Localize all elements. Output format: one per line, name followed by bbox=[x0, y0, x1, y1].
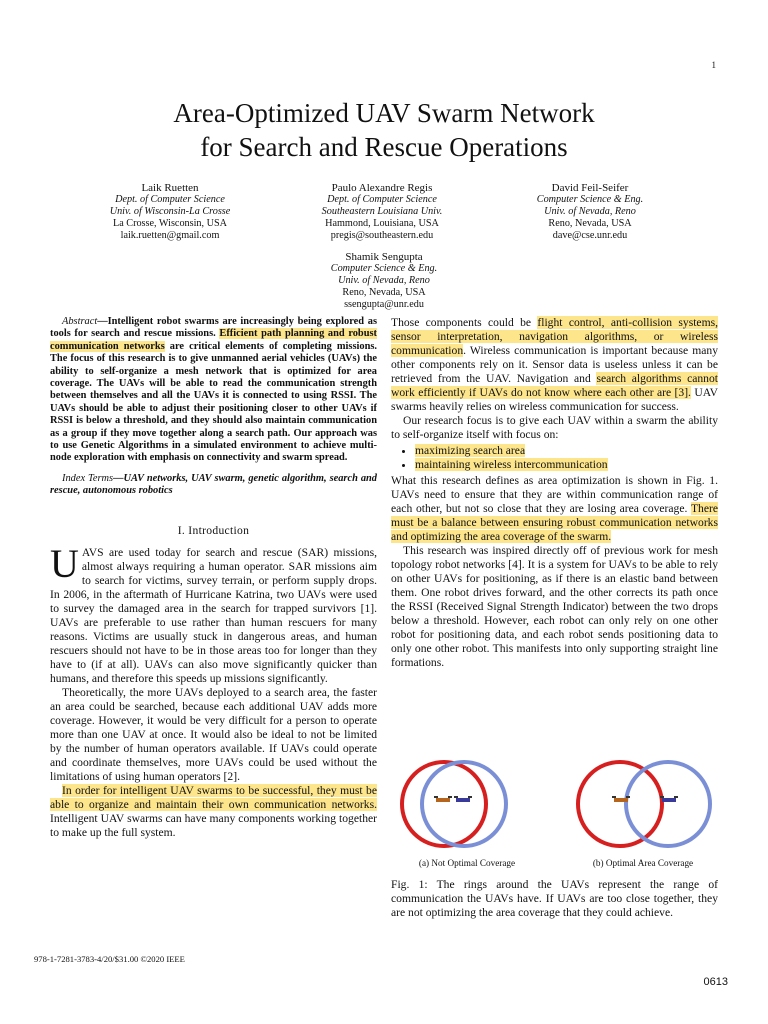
right-column bbox=[391, 316, 718, 670]
red-range-ring bbox=[578, 762, 662, 846]
highlight: flight control, anti-collision systems, sensor interpretation, navigation algorithms, or wireless communication bbox=[391, 316, 718, 357]
right-paragraph-3: What this research defines as area optimization is shown in Fig. 1. UAVs need to ensure that they are within communication range of each other, but not so close that they are losing area coverage. There must be a balance between ensuring robust communication networks and optimizing the area coverage of the swarm. bbox=[391, 474, 718, 543]
author-univ: Univ. of Nevada, Reno bbox=[544, 206, 636, 217]
uav-icon bbox=[612, 796, 630, 802]
author-dept: Computer Science & Eng. bbox=[536, 194, 644, 205]
section-heading-introduction: I. Introduction bbox=[177, 523, 250, 537]
title-line-1: Area-Optimized UAV Swarm Network bbox=[173, 98, 595, 128]
author-location: Reno, Nevada, USA bbox=[548, 218, 632, 229]
figure-1-graphic bbox=[392, 756, 718, 856]
highlight: Efficient path planning and robust communication networks bbox=[50, 328, 377, 352]
intro-paragraph-1: UAVS are used today for search and rescue (SAR) missions, almost always requiring a human operator. SAR missions aim to search for victims, survey terrain, or perform supply drops. In 2006, in the aftermath of Hurricane Katrina, two UAVs were used to survey the damaged area in the search for trapped survivors [1]. UAVs are preferable to use rather than human rescuers for many reasons. Victims are usually stuck in dangerous areas, and human rescuers should not have to be in those areas too for longer than they have to (if at all). UAVs can also move significantly quicker than humans, and therefore this speeds up missions significantly. bbox=[50, 540, 377, 685]
footer-copyright: 978-1-7281-3783-4/20/$31.00 ©2020 IEEE bbox=[34, 954, 185, 964]
right-paragraph-1: Those components could be flight control, anti-collision systems, sensor interpretation, navigation algorithms, or wireless communication. Wireless communication is important because many other components rely on it. Sensor data is useless unless it can be retrieved from the UAV. Navigation and search algorithms cannot work efficiently if UAVs do not know where each other are [3]. UAV swarms heavily relies on wireless communication for success. bbox=[391, 316, 718, 413]
author-email: pregis@southeastern.edu bbox=[330, 230, 434, 241]
blue-range-ring bbox=[422, 762, 506, 846]
author-univ: Southeastern Louisiana Univ. bbox=[321, 206, 443, 217]
right-paragraph-4: This research was inspired directly off of previous work for mesh topology robot networks [4]. It is a system for UAVs to be able to rely on other UAVs for positioning, as if there is an elastic band between them. One robot drives forward, and the other corrects its path once the RSSI (Received Signal Strength Indicator) between the two drops below a threshold. However, each robot can only rely on one other robot for positioning data, and each robot sends positioning data to only one other robot. This manifests into only supporting straight line formations. bbox=[391, 544, 718, 669]
author-location: Reno, Nevada, USA bbox=[342, 287, 426, 298]
figure-1-caption: Fig. 1: The rings around the UAVs represent the range of communication the UAVs have. If UAVs are too close together, they are not optimizing the area coverage that they could achieve. bbox=[391, 878, 718, 919]
red-range-ring bbox=[402, 762, 486, 846]
uav-icon bbox=[434, 796, 452, 802]
title-line-2: for Search and Rescue Operations bbox=[200, 132, 568, 162]
author-4 bbox=[294, 251, 474, 311]
author-dept: Dept. of Computer Science bbox=[327, 194, 437, 205]
abstract: Abstract—Intelligent robot swarms are increasingly being explored as tools for search and rescue missions. Efficient path planning and robust communication networks are critical elements of completing missions. The focus of this research is to give unmanned aerial vehicles (UAVs) the ability to self-organize a mesh network that is optimized for area coverage. The UAVs will be able to read the communication strength between themselves and all the UAVs it is connected to using RSSI. The UAVs should be able to adjust their positioning closer to other UAVs if RSSI is below a threshold, and they should also maintain communication as a group if they move together along a search path. Our approach was to use Genetic Algorithms in a simulated environment to achieve multi-node exploration with emphasis on connectivity and swarm spread. bbox=[50, 316, 378, 464]
uav-icon bbox=[454, 796, 472, 802]
page-code: 0613 bbox=[703, 976, 728, 988]
page-number: 1 bbox=[711, 60, 716, 70]
author-name: David Feil-Seifer bbox=[551, 182, 629, 194]
author-email: laik.ruetten@gmail.com bbox=[120, 230, 220, 241]
blue-range-ring bbox=[626, 762, 710, 846]
list-item: • maintaining wireless intercommunication bbox=[415, 458, 718, 472]
subfigure-b-caption: (b) Optimal Area Coverage bbox=[592, 858, 694, 868]
highlight: In order for intelligent UAV swarms to be successful, they must be able to organize and maintain their own communication networks. bbox=[50, 783, 377, 811]
subfigure-b-diagram bbox=[578, 762, 710, 846]
right-paragraph-2: Our research focus is to give each UAV within a swarm the ability to self-organize itself with focus on: bbox=[391, 414, 718, 441]
subfigure-a-caption: (a) Not Optimal Coverage bbox=[418, 858, 516, 868]
intro-paragraph-2: Theoretically, the more UAVs deployed to a search area, the faster an area could be searched, because each additional UAV adds more coverage. However, it would be very difficult for a person to operate more than one UAV at once. It would also be ideal to not be limited by the number of human operators available. If UAVs could operate and coordinate themselves, more UAVs could be used without the limitations of using human operators [2]. bbox=[50, 685, 377, 783]
author-1 bbox=[80, 182, 260, 242]
focus-list bbox=[391, 444, 718, 472]
intro-paragraph-3: In order for intelligent UAV swarms to be successful, they must be able to organize and maintain their own communication networks. Intelligent UAV swarms can have many components working together to make up the full system. bbox=[50, 783, 377, 839]
author-univ: Univ. of Nevada, Reno bbox=[338, 275, 430, 286]
figure-1 bbox=[392, 756, 718, 872]
author-email: ssengupta@unr.edu bbox=[344, 299, 424, 310]
author-univ: Univ. of Wisconsin-La Crosse bbox=[109, 206, 231, 217]
left-column bbox=[50, 316, 377, 840]
author-location: La Crosse, Wisconsin, USA bbox=[112, 218, 227, 229]
list-item: • maximizing search area bbox=[415, 444, 718, 458]
author-dept: Computer Science & Eng. bbox=[330, 263, 438, 274]
author-3 bbox=[500, 182, 680, 242]
author-name: Shamik Sengupta bbox=[345, 251, 423, 263]
abstract-label: Abstract bbox=[62, 316, 98, 327]
index-terms: Index Terms—UAV networks, UAV swarm, genetic algorithm, search and rescue, autonomous robotics bbox=[50, 472, 377, 497]
paper-title bbox=[0, 96, 768, 164]
uav-icon bbox=[660, 796, 678, 802]
author-location: Hammond, Louisiana, USA bbox=[325, 218, 439, 229]
drop-cap: U bbox=[50, 540, 79, 586]
author-name: Laik Ruetten bbox=[141, 182, 199, 194]
index-terms-label: Index Terms bbox=[62, 472, 114, 484]
author-name: Paulo Alexandre Regis bbox=[331, 182, 433, 194]
highlight: There must be a balance between ensuring robust communication networks and optimizing the area coverage of the swarm. bbox=[391, 502, 718, 543]
highlight: search algorithms cannot work efficiently if UAVs do not know where each other are [3]. bbox=[391, 372, 718, 399]
author-2 bbox=[292, 182, 472, 242]
subfigure-a-diagram bbox=[402, 762, 506, 846]
author-email: dave@cse.unr.edu bbox=[552, 230, 628, 241]
author-dept: Dept. of Computer Science bbox=[115, 194, 225, 205]
